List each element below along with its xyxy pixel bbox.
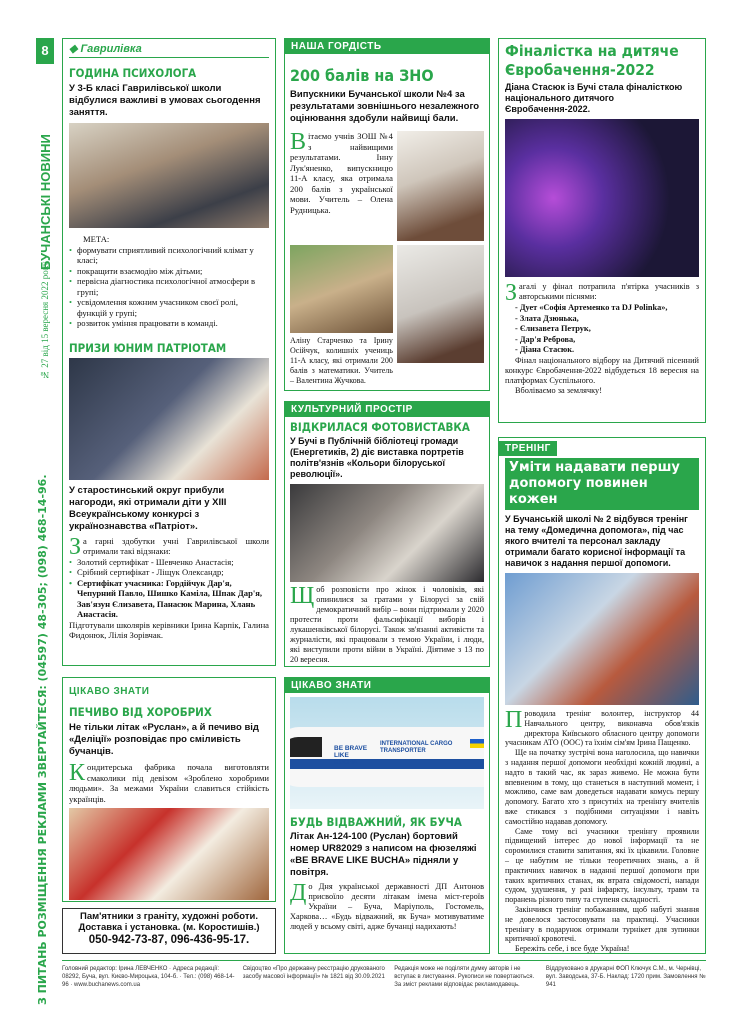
list-item: • Сертифікат учасника: Гордійчук Дар'я, Чепурний Павло, Шишко Каміла, Шпак Дар'я, Зав'язун Єлизавета, Панасюк Марина, Хлань Анастасія. xyxy=(69,578,269,620)
article-lead: У Бучі в Публічній бібліотеці громади (Енергетиків, 2) діє виставка портретів політв'язнів «Кольори білоруської революції». xyxy=(290,436,464,479)
article-body: За гарні здобутки учні Гаврилівської школи отримали такі відзнаки: xyxy=(69,533,269,560)
article-cookies xyxy=(62,677,276,902)
article-be-brave xyxy=(284,677,490,954)
finalists-photo xyxy=(505,119,699,277)
article-closing: Бережіть себе, і все буде Україна! xyxy=(515,944,630,954)
article-body: До Дня української державності ДП Антонов присвоїло десяти літакам імена міст-героїв України – Буча, Маріуполь, Гостомель, Харкова… «Будь відважний, як Буча» мотивуватиме людей у всьому світі, адже бучанці надихають! xyxy=(290,880,484,931)
list-item: • первісна діагностика психологічної атмосфери в групі; xyxy=(69,276,269,297)
article-title: ПРИЗИ ЮНИМ ПАТРІОТАМ xyxy=(69,340,227,355)
footer-editor: Головний редактор: Ірина ЛЕВЧЕНКО · Адреса редакції: 08292, Буча, вул. Києво-Мироцька, 104-б. · Тел.: (098) 468-14-96 · www.buchanews.com.ua xyxy=(62,966,235,988)
article-eurovision xyxy=(498,38,706,423)
article-title: Фіналістка на дитяче Євробачення-2022 xyxy=(505,42,679,79)
newspaper-name: БУЧАНСЬКІ НОВИНИ xyxy=(38,134,53,270)
ad-line: Доставка і установка. (м. Коростишів.) xyxy=(78,922,260,933)
classroom-photo xyxy=(69,123,269,228)
list-item: - Дует «Софія Артеменко та DJ Polinka», xyxy=(515,303,668,312)
article-lead: У Бучанській школі № 2 відбувся тренінг на тему «Домедична допомога», під час якого вчителі та персонал закладу отримали багато корисної інформації та навичок з надання першої допомоги. xyxy=(505,514,688,568)
plane-lettering: INTERNATIONAL CARGO TRANSPORTER xyxy=(380,741,453,754)
section-label: НАША ГОРДІСТЬ xyxy=(285,39,489,54)
article-body: Фінал національного відбору на Дитячий пісенний конкурс Євробачення-2022 відбудеться 18 вересня на платформах Суспільного. xyxy=(505,355,699,385)
ads-contact-strip: З ПИТАНЬ РОЗМІЩЕННЯ РЕКЛАМИ ЗВЕРТАЙТЕСЯ: (04597) 48-305; (098) 468-14-96. xyxy=(36,474,49,1005)
section-label: КУЛЬТУРНИЙ ПРОСТІР xyxy=(285,402,489,417)
list-item: - Дар'я Реброва, xyxy=(515,334,576,344)
goals-label: МЕТА: xyxy=(83,234,110,244)
article-title: ГОДИНА ПСИХОЛОГА xyxy=(69,66,197,80)
article-body: Ще на початку зустрічі вона наголосила, що навички з надання першої допомоги необхідні кожній людині, а надто в такий час, як зараз живемо. Не можна бути впевненим в тому, що станеться в наступний момент, і можливо, саме вам доведеться надавати комусь першу допомогу. Багато хто з присутніх на тренінгу вчителів вже стикався з подібними ситуаціями і навіть самостійно надавав допомогу. xyxy=(505,748,699,826)
awards-list xyxy=(69,557,269,620)
student-photo xyxy=(397,131,484,241)
article-lead: Діана Стасюк із Бучі стала фіналісткою національного дитячого Євробачення-2022. xyxy=(505,82,683,114)
plane-lettering: BE BRAVE LIKE BUCHA xyxy=(334,745,368,766)
article-body: Загалі у фінал потрапила п'ятірка учасників з авторськими піснями: xyxy=(505,280,699,306)
issue-date: № 27 від 15 вересня 2022 року xyxy=(40,261,50,380)
article-title: БУДЬ ВІДВАЖНИЙ, ЯК БУЧА xyxy=(290,815,462,829)
article-lead: Літак Ан-124-100 (Руслан) бортовий номер UR82029 з написом на фюзеляжі «BE BRAVE LIKE BUCHA» підняли у повітря. xyxy=(290,831,477,878)
finalists-list xyxy=(505,303,699,356)
training-photo xyxy=(505,573,699,705)
article-first-aid xyxy=(498,437,706,954)
goals-list xyxy=(69,245,269,329)
cookies-photo xyxy=(69,808,269,900)
article-lead: Випускники Бучанської школи №4 за результатами зовнішнього незалежного оцінювання здобули найвищі бали. xyxy=(290,89,480,124)
article-body: Саме тому всі учасники тренінгу проявили підвищений інтерес до нової інформації та не соромилися ставити запитання, які їх цікавили. Головне – це набутим не тільки теоретичних знань, а й практичних навичок в наданні першої допомоги при таких критичних станах, як втрата свідомості, напади судом, удушення, у разі інфаркту, інсульту, травм та поранень різного типу та ступеня складності. xyxy=(505,826,699,905)
article-title: Уміти надавати першу допомогу повинен кожен xyxy=(505,458,699,510)
article-200-points xyxy=(284,38,490,391)
footer-printing: Віддруковано в друкарні ФОП Ключук С.М., м. Чернівці, вул. Заводська, 37-Б. Наклад: 1720 прим. Замовлення № 941 xyxy=(545,966,706,988)
student-photo xyxy=(290,245,393,333)
article-hour-psychologist xyxy=(62,38,276,666)
section-label: ТРЕНІНГ xyxy=(499,441,557,456)
section-label: ◆ Гаврилівка xyxy=(69,42,269,58)
article-body: Підготували школярів керівники Ірина Карпік, Галина Фидонюк, Лілія Зорівчак. xyxy=(69,619,269,640)
photo-caption: Аліну Старченко та Ірину Осійчук, колишніх учениць 11-А класу, які отримали 200 балів з математики. Учитель – Валентина Жучкова. xyxy=(290,336,393,385)
article-body: Щоб розповісти про жінок і чоловіків, які опинилися за гратами у Білорусі за свій демократичний вибір – вони підтримали у 2020 протести проти фальсифікації виборів і лукашенківської білорусі. Також зв'язанні активісти та журналісти, які працювали з темою України, і люди, які виступили проти війни в Україні. Діятиме з 13 по 20 вересня. xyxy=(290,583,484,664)
list-item: • Золотий сертифікат - Шевченко Анастасія; xyxy=(69,557,269,568)
article-lead: Не тільки літак «Руслан», а й печиво від «Деліції» розповідає про сміливість бучанців. xyxy=(69,722,259,757)
article-photo-exhibition xyxy=(284,401,490,667)
article-body: Проводила тренінг волонтер, інструктор 44 Навчального центру, виконавча обов'язків директора Київського обласного центру допомоги учасникам АТО (ООС) та їхнім сім'ям Ірина Пащенко. xyxy=(505,707,699,748)
student-photo xyxy=(397,245,484,363)
ad-line: Пам'ятники з граніту, художні роботи. xyxy=(79,911,258,922)
article-title: 200 балів на ЗНО xyxy=(290,66,434,85)
footer xyxy=(62,960,706,1006)
article-lead: У 3-Б класі Гаврилівської школи відбулися важливі в умовах сьогодення заняття. xyxy=(69,83,261,118)
footer-registration: Свідоцтво «Про державну реєстрацію друкованого засобу масової інформації» № 1821 від 30.09.2021 xyxy=(242,966,385,980)
article-body: Кондитерська фабрика почала виготовляти смаколики під девізом «Зроблено хоробрими людьми». За межами України славиться стійкість українців. xyxy=(69,760,269,804)
list-item: • Срібний сертифікат - Ліщук Олександр; xyxy=(69,567,269,578)
section-label: ЦІКАВО ЗНАТИ xyxy=(69,686,150,697)
article-closing: Вболіваємо за землячку! xyxy=(515,385,602,395)
page-number-badge: 8 xyxy=(36,38,54,64)
list-item: - Діана Стасюк. xyxy=(515,345,575,354)
list-item: • формувати сприятливий психологічний клімат у класі; xyxy=(69,245,269,266)
article-body: Закінчився тренінг побажанням, щоб набуті знання не довелося застосовувати на практиці. Учасники тренінгу в подарунок отримали турнікет для зупинки критичної кровотечі. xyxy=(505,904,699,944)
list-item: • розвиток уміння працювати в команді. xyxy=(69,318,269,329)
section-label: ЦІКАВО ЗНАТИ xyxy=(285,678,489,693)
article-title: ВІДКРИЛАСЯ ФОТОВИСТАВКА xyxy=(290,420,470,434)
list-item: • покращити взаємодію між дітьми; xyxy=(69,266,269,277)
ad-monuments xyxy=(62,908,276,954)
list-item: - Єлизавета Петрук, xyxy=(515,324,591,333)
plane-illustration xyxy=(290,697,484,809)
list-item: • усвідомлення кожним учасником своєї ролі, функцій у групі; xyxy=(69,297,269,318)
footer-disclaimer: Редакція може не поділяти думку авторів і не вступає в листування. Рукописи не повертаються. За зміст реклами відповідає рекламодавець. xyxy=(394,966,535,988)
exhibition-photo xyxy=(290,484,484,582)
awards-photo xyxy=(69,358,269,480)
article-body: Вітаємо учнів ЗОШ №4 з найвищими результатами. Інну Лук'яненко, випускницю 11-А класу, яка отримала 200 балів з української мови. Учитель – Олена Рудницька. xyxy=(290,129,393,215)
article-title: ПЕЧИВО ВІД ХОРОБРИХ xyxy=(69,705,212,719)
ad-phones: 050-942-73-87, 096-436-95-17. xyxy=(88,934,250,946)
list-item: - Злата Дзюнька, xyxy=(515,313,579,323)
article-lead: У старостинський округ прибули нагороди, які отримали діти у XIII Всеукраїнському конкурсі з українознавства «Патріот». xyxy=(69,484,227,532)
